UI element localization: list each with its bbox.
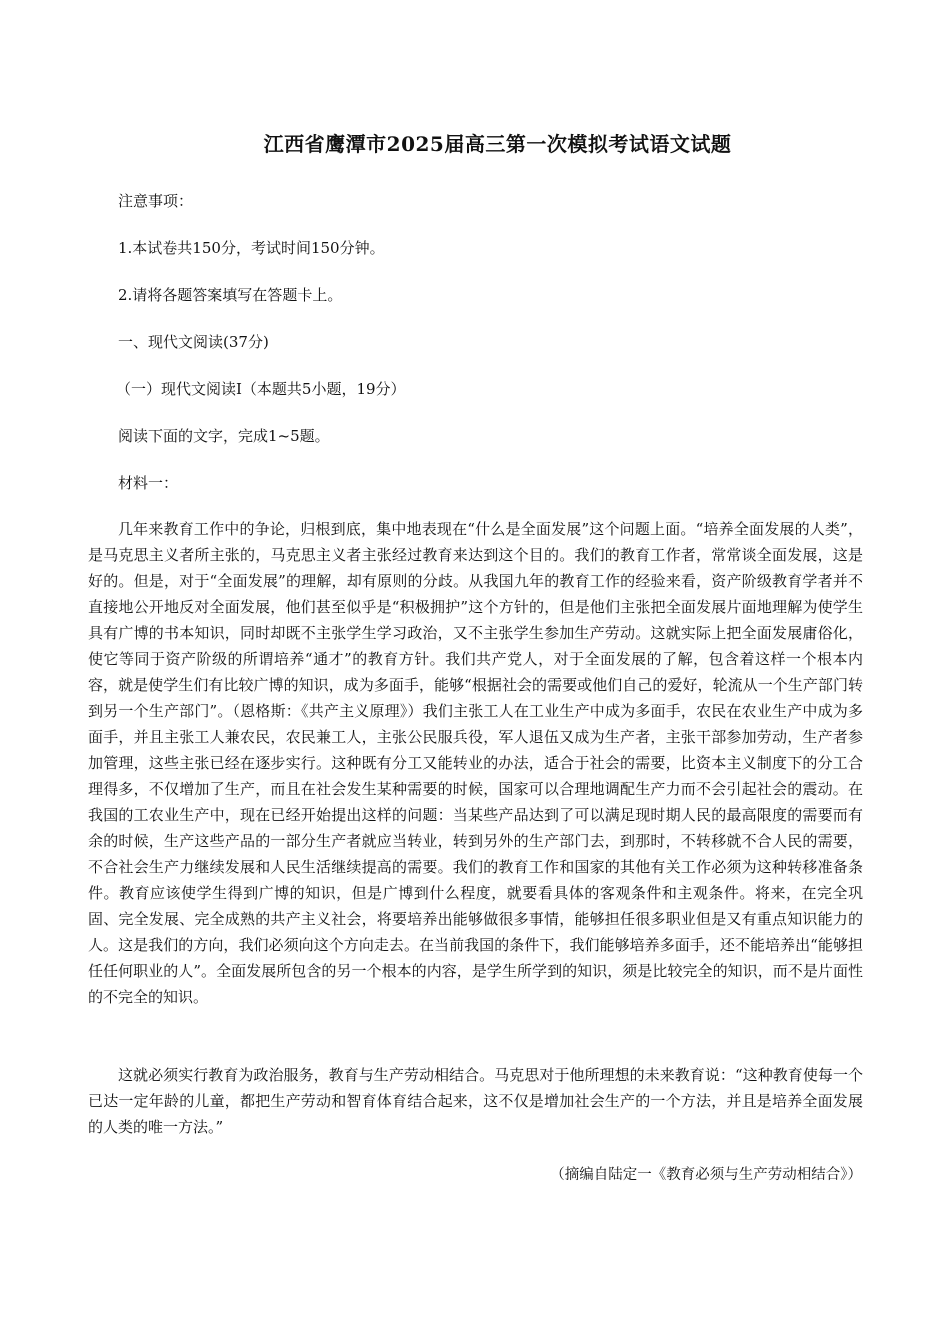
- notice-heading: 注意事项：: [118, 192, 194, 210]
- notice-item: 1.本试卷共150分，考试时间150分钟。: [118, 239, 385, 257]
- reading-instruction: 阅读下面的文字，完成1~5题。: [118, 427, 330, 445]
- passage-paragraph: 几年来教育工作中的争论，归根到底，集中地表现在“什么是全面发展”这个问题上面。“培养全面发展的人类”，是马克思主义者所主张的，马克思主义者主张经过教育来达到这个目的。我们的教育工作者，常常谈全面发展，这是好的。但是，对于“全面发展”的理解，却有原则的分歧。从我国九年的教育工作的经验来看，资产阶级教育学者并不直接地公开地反对全面发展，他们甚至似乎是“积极拥护”这个方针的，但是他们主张把全面发展片面地理解为使学生具有广博的书本知识，同时却既不主张学生学习政治，又不主张学生参加生产劳动。这就实际上把全面发展庸俗化，使它等同于资产阶级的所谓培养“通才”的教育方针。我们共产党人，对于全面发展的了解，包含着这样一个根本内容，就是使学生们有比较广博的知识，成为多面手，能够“根据社会的需要或他们自己的爱好，轮流从一个生产部门转到另一个生产部门”。（恩格斯：《共产主义原理》）我们主张工人在工业生产中成为多面手，农民在农业生产中成为多面手，并且主张工人兼农民，农民兼工人，主张公民服兵役，军人退伍又成为生产者，主张干部参加劳动，生产者参加管理，这些主张已经在逐步实行。这种既有分工又能转业的办法，适合于社会的需要，比资本主义制度下的分工合理得多，不仅增加了生产，而且在社会发生某种需要的时候，国家可以合理地调配生产力而不会引起社会的震动。在我国的工农业生产中，现在已经开始提出这样的问题：当某些产品达到了可以满足现时期人民的最高限度的需要而有余的时候，生产这些产品的一部分生产者就应当转业，转到另外的生产部门去，到那时，不转移就不合人民的需要，不合社会生产力继续发展和人民生活继续提高的需要。我们的教育工作和国家的其他有关工作必须为这种转移准备条件。教育应该使学生得到广博的知识，但是广博到什么程度，就要看具体的客观条件和主观条件。将来，在完全巩固、完全发展、完全成熟的共产主义社会，将要培养出能够做很多事情，能够担任很多职业但是又有重点知识能力的人。这是我们的方向，我们必须向这个方向走去。在当前我国的条件下，我们能够培养多面手，还不能培养出“能够担任任何职业的人”。全面发展所包含的另一个根本的内容，是学生所学到的知识，须是比较完全的知识，而不是片面性的不完全的知识。: [88, 520, 863, 1006]
- page-title: 江西省鹰潭市2025届高三第一次模拟考试语文试题: [263, 132, 732, 156]
- subsection-heading: （一）现代文阅读Ⅰ（本题共5小题，19分）: [116, 380, 406, 398]
- section-heading: 一、现代文阅读(37分): [118, 333, 269, 351]
- source-citation: （摘编自陆定一《教育必须与生产劳动相结合》）: [550, 1167, 862, 1183]
- material-label: 材料一：: [118, 474, 179, 492]
- passage-paragraph: 这就必须实行教育为政治服务，教育与生产劳动相结合。马克思对于他所理想的未来教育说：“这种教育使每一个已达一定年龄的儿童，都把生产劳动和智育体育结合起来，这不仅是增加社会生产的一个方法，并且是培养全面发展的人类的唯一方法。”: [88, 1066, 863, 1136]
- notice-item: 2.请将各题答案填写在答题卡上。: [118, 286, 343, 304]
